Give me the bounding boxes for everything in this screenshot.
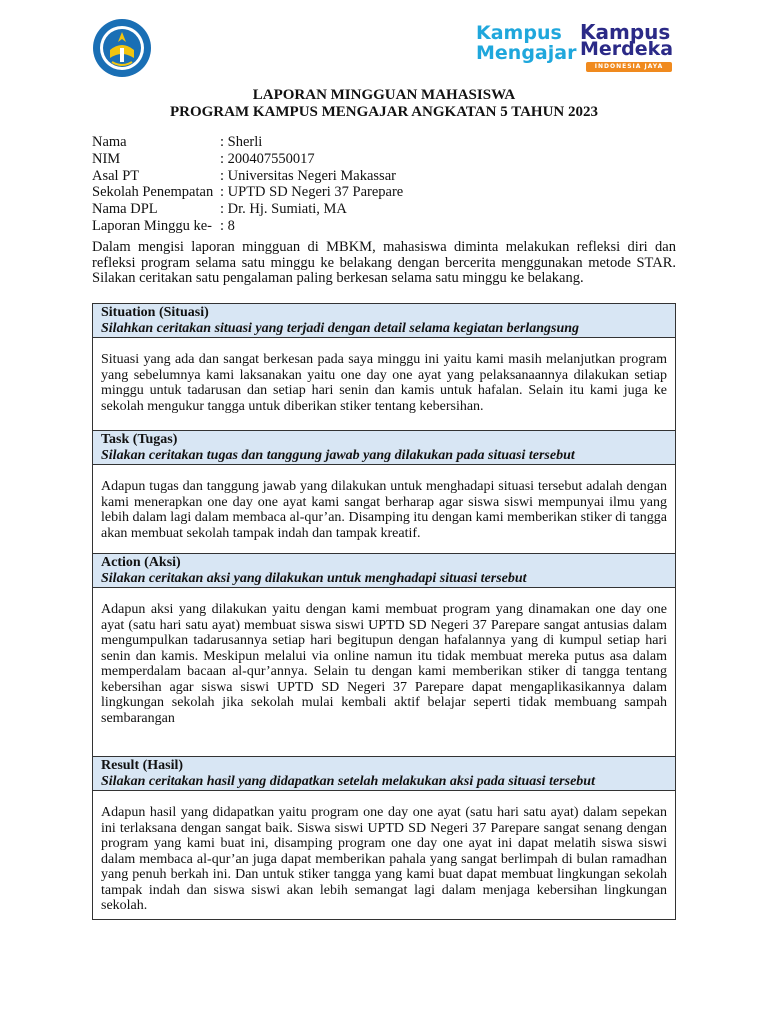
intro-paragraph: Dalam mengisi laporan mingguan di MBKM, mahasiswa diminta melakukan refleksi diri dan refleksi program selama satu minggu ke belakang dengan bercerita menggunakan metode STAR. Silakan ceritakan satu pengalaman paling berkesan selama satu minggu ke belakang.	[92, 239, 676, 286]
info-value: : Sherli	[220, 134, 263, 150]
action-header	[93, 554, 675, 588]
info-value: : 8	[220, 217, 235, 234]
action-body: Adapun aksi yang dilakukan yaitu dengan kami membuat program yang dinamakan one day one ayat (satu hari satu ayat) membuat siswa siswi UPTD SD Negeri 37 Parepare sangat antusias dalam mengumpulkan tadarusannya setiap hari begitupun dengan hafalannya yang di kumpul setiap hari senin dan kamis. Meskipun melalui via online namun itu tidak membuat mereka putus asa dalam memperdalam bacaan al-qur’annya. Selain tu dengan kami memberikan stiker di tangga tentang kebersihan agar siswa siswi UPTD SD Negeri 37 Parepare dapat mengaplikasikannya dalam lingkungan sekolah jika sekolah mulai kembali aktif belajar seperti tidak membuang sampah sembarangan	[93, 588, 675, 757]
info-label: Nama DPL	[92, 201, 158, 218]
task-body: Adapun tugas dan tanggung jawab yang dilakukan untuk menghadapi situasi tersebut adalah dengan kami menerapkan one day one ayat kami sangat berharap agar siswa siswi mempunyai ilmu yang lebih dalam lagi dalam membaca al-qur’an. Disamping itu dengan kami memberikan stiker di tangga akan membuat sekolah tampak indah dan tampak kreatif.	[93, 465, 675, 554]
task-header	[93, 431, 675, 465]
info-row-nama	[92, 134, 403, 151]
section-instruction: Silakan ceritakan aksi yang dilakukan untuk menghadapi situasi tersebut	[101, 570, 527, 586]
section-instruction: Silakan ceritakan hasil yang didapatkan setelah melakukan aksi pada situasi tersebut	[101, 773, 595, 789]
info-value: : UPTD SD Negeri 37 Parepare	[220, 184, 404, 201]
kampus-merdeka-logo-line2: Merdeka	[580, 38, 674, 60]
info-label: Asal PT	[92, 167, 140, 184]
section-title: Situation (Situasi)	[101, 305, 209, 320]
situation-body: Situasi yang ada dan sangat berkesan pada saya minggu ini yaitu kami masih melanjutkan program yang sebelumnya kami laksanakan yaitu one day one ayat yang pelaksanaannya dilakukan setiap minggu untuk tadarusan dan setiap hari senin dan kamis untuk hafalan. Selain itu kami juga ke sekolah mengukur tangga untuk diberikan stiker tentang kebersihan.	[93, 338, 675, 431]
student-info	[92, 134, 403, 235]
info-row-asal-pt	[92, 168, 403, 185]
section-instruction: Silahkan ceritakan situasi yang terjadi dengan detail selama kegiatan berlangsung	[101, 320, 580, 336]
section-title: Task (Tugas)	[101, 432, 178, 447]
report-subtitle: PROGRAM KAMPUS MENGAJAR ANGKATAN 5 TAHUN 2023	[169, 104, 599, 120]
section-title: Action (Aksi)	[101, 555, 181, 570]
info-value: : 200407550017	[220, 150, 315, 167]
info-label: Laporan Minggu ke-	[92, 217, 212, 234]
kampus-mengajar-logo-line2: Mengajar	[476, 42, 577, 64]
kampus-merdeka-logo-line1: Kampus	[580, 20, 671, 44]
report-title: LAPORAN MINGGUAN MAHASISWA	[252, 87, 516, 103]
situation-header	[93, 304, 675, 338]
info-value: : Universitas Negeri Makassar	[220, 167, 396, 184]
result-body: Adapun hasil yang didapatkan yaitu program one day one ayat (satu hari satu ayat) dalam sepekan ini terlaksana dengan sangat baik. Siswa siswi UPTD SD Negeri 37 Parepare sangat senang dengan program yang kami buat ini, disamping program one day one ayat ini dapat melatih siswa siswi dalam membaca al-qur’an juga dapat memberikan pahala yang sangat berlimpah di bulan ramadhan yang penuh berkah ini. Dan untuk stiker tangga yang kami buat dapat membuat lingkungan sekolah tampak indah dan siswa siswi akan lebih semangat lagi dalam menjaga kebersihan lingkungan sekolah.	[101, 805, 667, 913]
info-row-dpl	[92, 201, 403, 218]
info-label: Nama	[92, 134, 127, 150]
info-value: : Dr. Hj. Sumiati, MA	[220, 201, 347, 218]
info-row-sekolah	[92, 184, 403, 201]
kampus-mengajar-logo-line1: Kampus	[476, 22, 562, 44]
info-label: NIM	[92, 150, 121, 167]
result-header	[93, 757, 675, 791]
info-row-nim	[92, 151, 403, 168]
section-title: Result (Hasil)	[101, 758, 184, 773]
star-report-table	[92, 303, 676, 920]
kemendikbud-emblem-logo	[92, 18, 152, 78]
info-row-minggu	[92, 218, 403, 235]
kampus-merdeka-tagline: INDONESIA JAYA	[586, 62, 672, 72]
section-instruction: Silakan ceritakan tugas dan tanggung jawab yang dilakukan pada situasi tersebut	[101, 447, 575, 463]
info-label: Sekolah Penempatan	[92, 184, 214, 201]
kampus-logos	[476, 22, 672, 74]
